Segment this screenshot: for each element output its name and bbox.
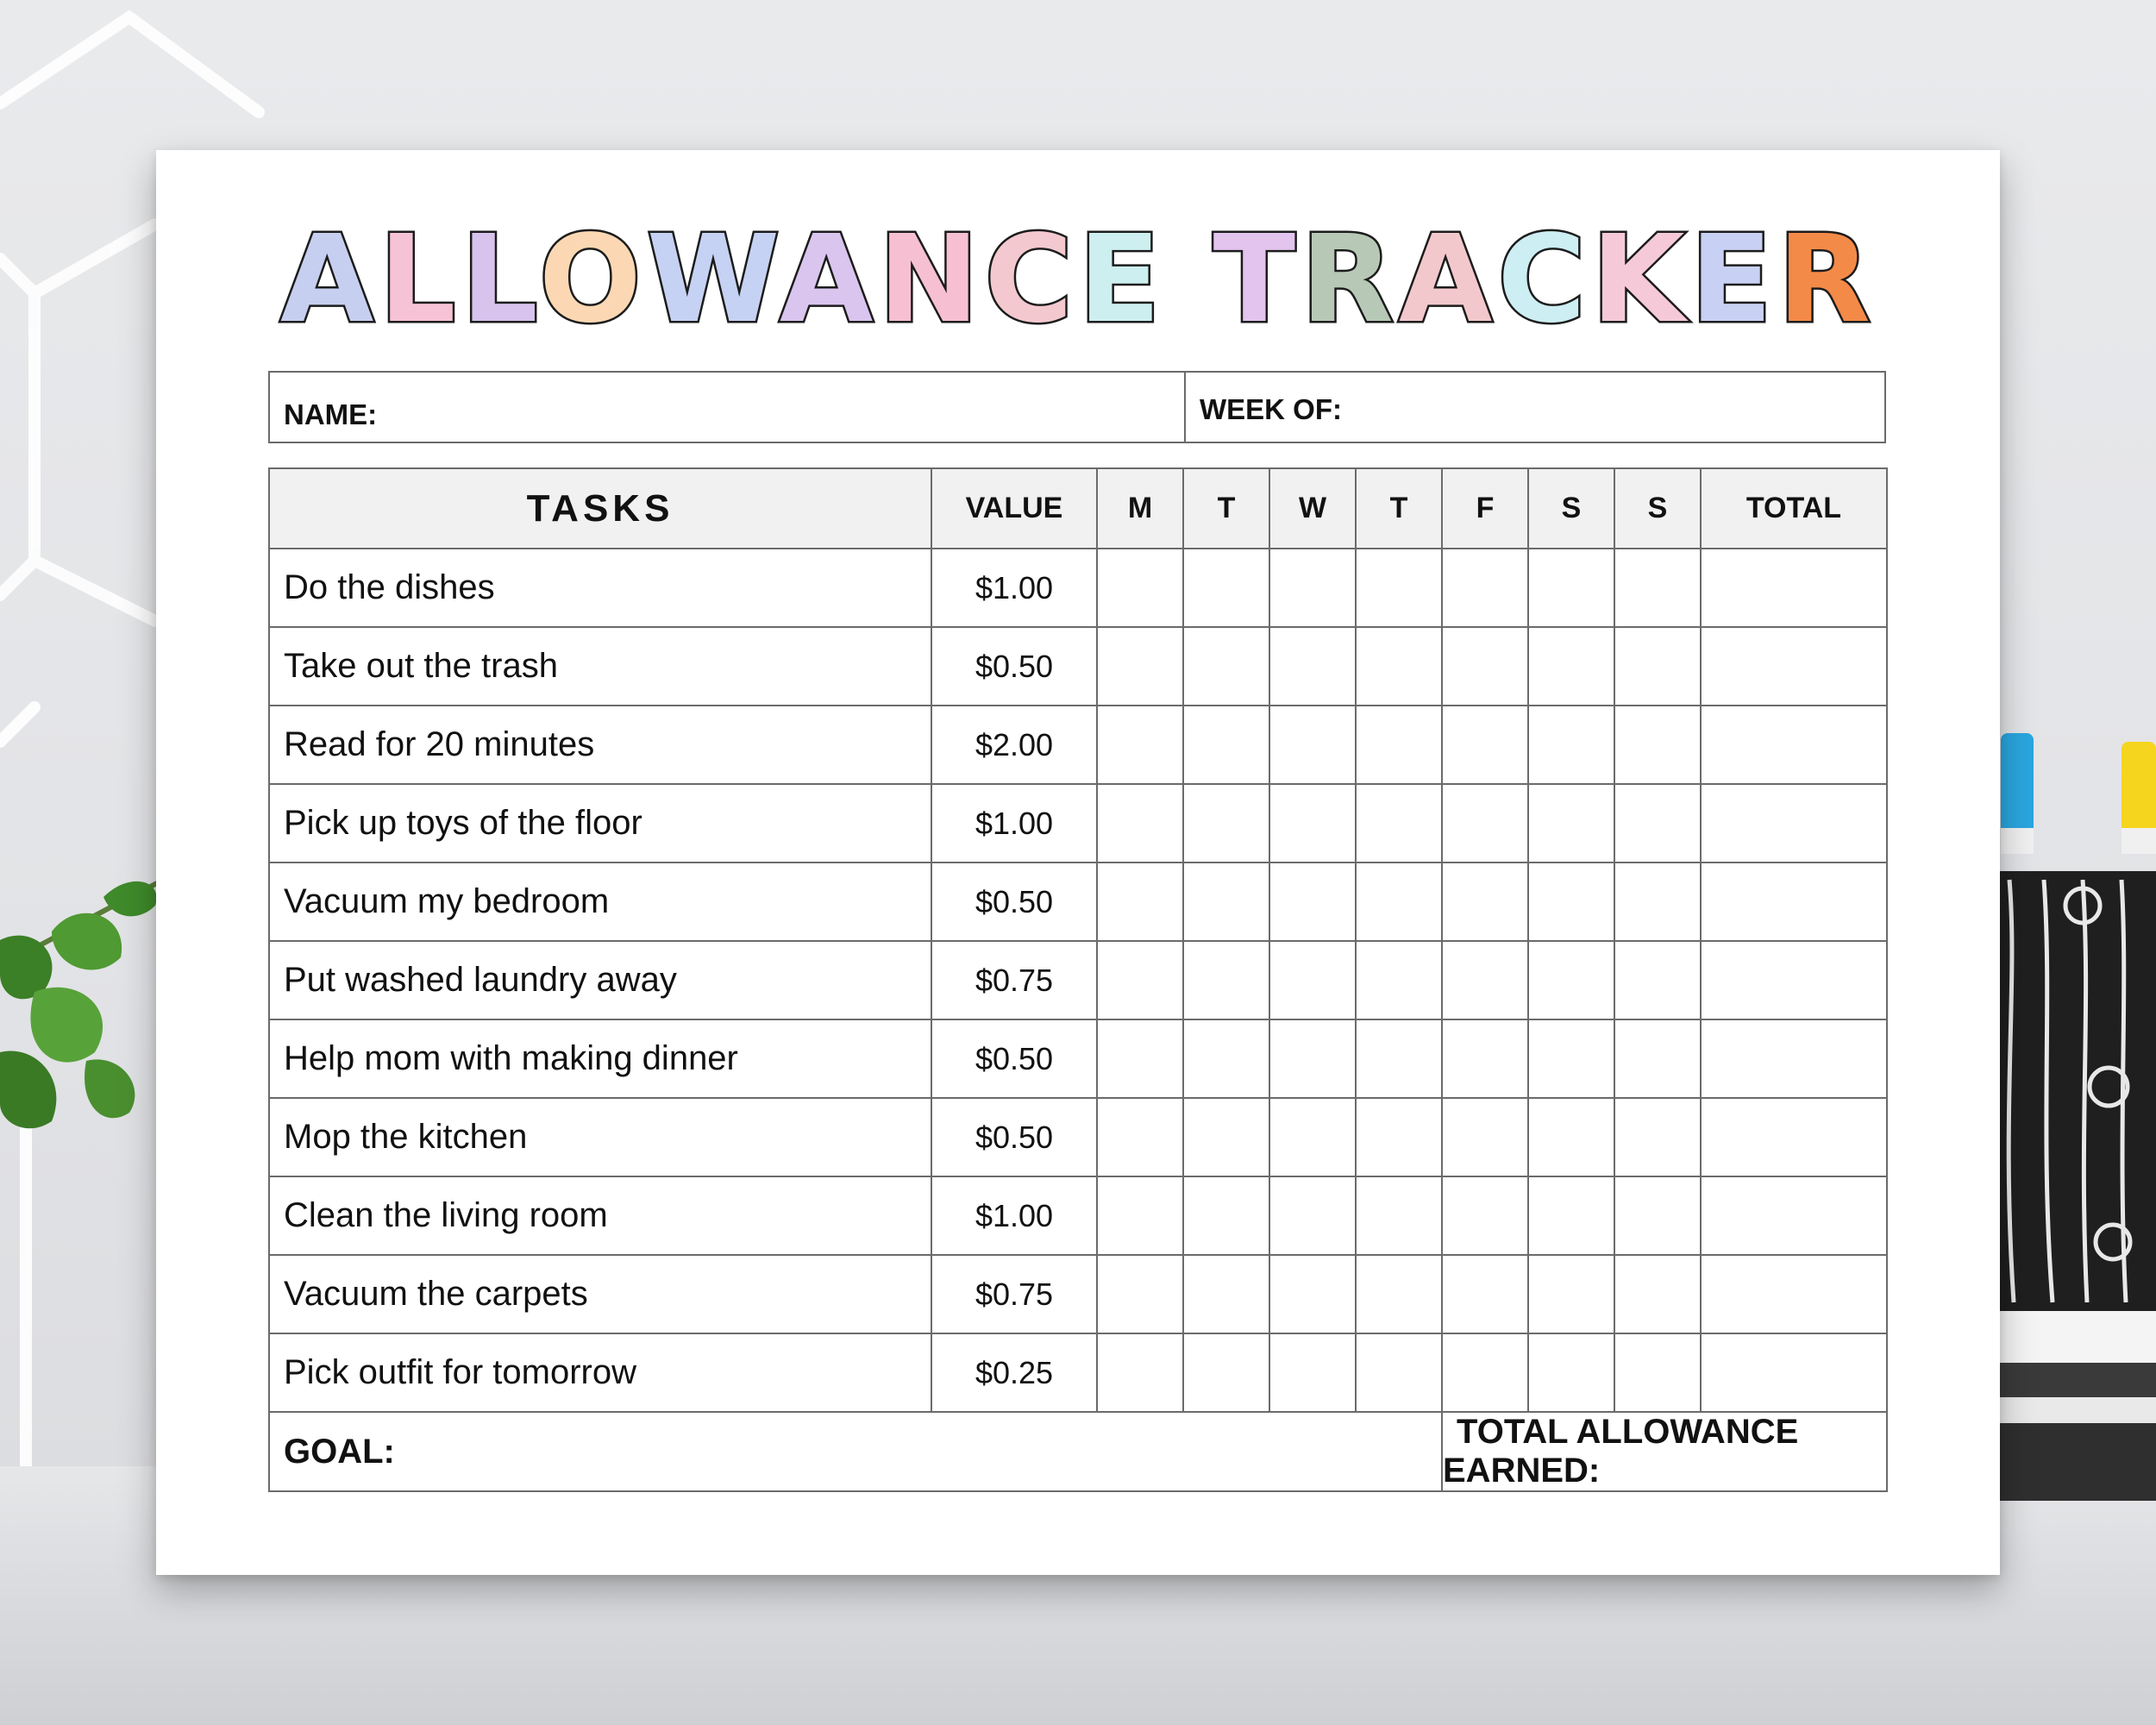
table-row <box>269 784 1887 862</box>
table-row <box>269 549 1887 627</box>
name-label: NAME: <box>284 398 378 430</box>
day-check-cell[interactable] <box>1614 941 1701 1019</box>
task-name: Pick outfit for tomorrow <box>269 1333 931 1412</box>
page-title <box>156 210 2000 340</box>
day-check-cell[interactable] <box>1183 784 1269 862</box>
table-header-row <box>269 468 1887 549</box>
day-check-cell[interactable] <box>1269 627 1356 706</box>
day-check-cell[interactable] <box>1614 862 1701 941</box>
task-name: Read for 20 minutes <box>269 706 931 784</box>
day-check-cell[interactable] <box>1183 862 1269 941</box>
day-check-cell[interactable] <box>1356 784 1442 862</box>
pen-cup-decoration <box>1992 724 2156 1535</box>
task-name: Clean the living room <box>269 1176 931 1255</box>
goal-label: GOAL: <box>284 1432 395 1471</box>
day-check-cell[interactable] <box>1614 706 1701 784</box>
day-check-cell[interactable] <box>1356 706 1442 784</box>
name-field[interactable] <box>270 373 1186 442</box>
day-header-saturday: S <box>1528 468 1614 549</box>
row-total-cell[interactable] <box>1701 784 1887 862</box>
title-text: ALLOWANCE TRACKER <box>280 210 1876 340</box>
day-check-cell[interactable] <box>1528 1176 1614 1255</box>
task-value: $0.25 <box>931 1333 1097 1412</box>
task-value: $1.00 <box>931 784 1097 862</box>
day-check-cell[interactable] <box>1528 862 1614 941</box>
day-check-cell[interactable] <box>1528 1333 1614 1412</box>
day-check-cell[interactable] <box>1614 1255 1701 1333</box>
task-value: $1.00 <box>931 1176 1097 1255</box>
day-check-cell[interactable] <box>1528 1255 1614 1333</box>
day-check-cell[interactable] <box>1442 706 1528 784</box>
day-check-cell[interactable] <box>1097 784 1183 862</box>
row-total-cell[interactable] <box>1701 1098 1887 1176</box>
task-name: Take out the trash <box>269 627 931 706</box>
day-check-cell[interactable] <box>1356 1019 1442 1098</box>
day-check-cell[interactable] <box>1097 1098 1183 1176</box>
day-header-friday: F <box>1442 468 1528 549</box>
week-of-label: WEEK OF: <box>1200 393 1342 425</box>
week-of-field[interactable] <box>1186 373 1884 442</box>
day-check-cell[interactable] <box>1356 862 1442 941</box>
day-header-monday: M <box>1097 468 1183 549</box>
day-check-cell[interactable] <box>1442 1176 1528 1255</box>
day-check-cell[interactable] <box>1614 549 1701 627</box>
day-check-cell[interactable] <box>1614 627 1701 706</box>
task-value: $2.00 <box>931 706 1097 784</box>
day-check-cell[interactable] <box>1442 1098 1528 1176</box>
goal-field[interactable] <box>269 1412 1442 1491</box>
day-check-cell[interactable] <box>1183 941 1269 1019</box>
tasks-table <box>268 467 1888 1492</box>
day-check-cell[interactable] <box>1269 1176 1356 1255</box>
day-check-cell[interactable] <box>1442 1019 1528 1098</box>
day-check-cell[interactable] <box>1356 941 1442 1019</box>
allowance-tracker-sheet <box>156 150 2000 1575</box>
task-value: $0.75 <box>931 1255 1097 1333</box>
day-header-wednesday: W <box>1269 468 1356 549</box>
day-check-cell[interactable] <box>1097 1176 1183 1255</box>
task-name: Help mom with making dinner <box>269 1019 931 1098</box>
day-check-cell[interactable] <box>1442 862 1528 941</box>
day-check-cell[interactable] <box>1097 941 1183 1019</box>
day-check-cell[interactable] <box>1356 1176 1442 1255</box>
value-header: VALUE <box>931 468 1097 549</box>
day-check-cell[interactable] <box>1183 549 1269 627</box>
day-check-cell[interactable] <box>1614 784 1701 862</box>
day-check-cell[interactable] <box>1528 706 1614 784</box>
table-row <box>269 1333 1887 1412</box>
row-total-cell[interactable] <box>1701 1176 1887 1255</box>
task-name: Vacuum my bedroom <box>269 862 931 941</box>
table-row <box>269 1098 1887 1176</box>
day-check-cell[interactable] <box>1269 862 1356 941</box>
task-value: $0.50 <box>931 627 1097 706</box>
row-total-cell[interactable] <box>1701 862 1887 941</box>
total-header: TOTAL <box>1701 468 1887 549</box>
row-total-cell[interactable] <box>1701 627 1887 706</box>
day-check-cell[interactable] <box>1269 941 1356 1019</box>
task-name: Put washed laundry away <box>269 941 931 1019</box>
day-check-cell[interactable] <box>1614 1333 1701 1412</box>
footer-row <box>269 1412 1887 1491</box>
task-value: $0.50 <box>931 1019 1097 1098</box>
day-check-cell[interactable] <box>1269 1019 1356 1098</box>
total-allowance-earned-label: TOTAL ALLOWANCE EARNED: <box>1443 1413 1799 1490</box>
day-check-cell[interactable] <box>1269 1098 1356 1176</box>
day-check-cell[interactable] <box>1269 549 1356 627</box>
task-value: $0.50 <box>931 862 1097 941</box>
day-check-cell[interactable] <box>1269 1333 1356 1412</box>
day-check-cell[interactable] <box>1183 706 1269 784</box>
day-check-cell[interactable] <box>1183 1098 1269 1176</box>
task-value: $1.00 <box>931 549 1097 627</box>
row-total-cell[interactable] <box>1701 549 1887 627</box>
day-check-cell[interactable] <box>1528 627 1614 706</box>
row-total-cell[interactable] <box>1701 1333 1887 1412</box>
day-check-cell[interactable] <box>1442 1255 1528 1333</box>
total-allowance-earned-field[interactable] <box>1442 1412 1887 1491</box>
day-check-cell[interactable] <box>1442 784 1528 862</box>
table-row <box>269 706 1887 784</box>
tasks-header: TASKS <box>269 468 931 549</box>
day-check-cell[interactable] <box>1528 549 1614 627</box>
day-check-cell[interactable] <box>1183 1019 1269 1098</box>
day-check-cell[interactable] <box>1097 1333 1183 1412</box>
day-check-cell[interactable] <box>1097 862 1183 941</box>
day-check-cell[interactable] <box>1442 1333 1528 1412</box>
day-check-cell[interactable] <box>1269 784 1356 862</box>
day-check-cell[interactable] <box>1356 549 1442 627</box>
day-check-cell[interactable] <box>1097 549 1183 627</box>
day-header-tuesday: T <box>1183 468 1269 549</box>
day-check-cell[interactable] <box>1614 1176 1701 1255</box>
day-header-sunday: S <box>1614 468 1701 549</box>
day-check-cell[interactable] <box>1614 1098 1701 1176</box>
day-check-cell[interactable] <box>1183 1333 1269 1412</box>
table-row <box>269 627 1887 706</box>
day-header-thursday: T <box>1356 468 1442 549</box>
day-check-cell[interactable] <box>1442 627 1528 706</box>
day-check-cell[interactable] <box>1183 627 1269 706</box>
row-total-cell[interactable] <box>1701 1019 1887 1098</box>
table-row <box>269 1019 1887 1098</box>
day-check-cell[interactable] <box>1097 1255 1183 1333</box>
task-name: Mop the kitchen <box>269 1098 931 1176</box>
day-check-cell[interactable] <box>1183 1176 1269 1255</box>
day-check-cell[interactable] <box>1528 1098 1614 1176</box>
row-total-cell[interactable] <box>1701 941 1887 1019</box>
day-check-cell[interactable] <box>1442 549 1528 627</box>
day-check-cell[interactable] <box>1442 941 1528 1019</box>
day-check-cell[interactable] <box>1528 941 1614 1019</box>
day-check-cell[interactable] <box>1269 1255 1356 1333</box>
day-check-cell[interactable] <box>1269 706 1356 784</box>
row-total-cell[interactable] <box>1701 1255 1887 1333</box>
task-value: $0.75 <box>931 941 1097 1019</box>
task-value: $0.50 <box>931 1098 1097 1176</box>
table-row <box>269 862 1887 941</box>
task-name: Pick up toys of the floor <box>269 784 931 862</box>
task-name: Vacuum the carpets <box>269 1255 931 1333</box>
info-box <box>268 371 1886 443</box>
table-row <box>269 1176 1887 1255</box>
table-row <box>269 1255 1887 1333</box>
day-check-cell[interactable] <box>1614 1019 1701 1098</box>
day-check-cell[interactable] <box>1356 1333 1442 1412</box>
day-check-cell[interactable] <box>1356 1255 1442 1333</box>
day-check-cell[interactable] <box>1097 627 1183 706</box>
day-check-cell[interactable] <box>1528 1019 1614 1098</box>
table-row <box>269 941 1887 1019</box>
day-check-cell[interactable] <box>1183 1255 1269 1333</box>
row-total-cell[interactable] <box>1701 706 1887 784</box>
task-name: Do the dishes <box>269 549 931 627</box>
plant-decoration <box>0 862 172 1156</box>
day-check-cell[interactable] <box>1097 706 1183 784</box>
day-check-cell[interactable] <box>1528 784 1614 862</box>
day-check-cell[interactable] <box>1356 627 1442 706</box>
day-check-cell[interactable] <box>1356 1098 1442 1176</box>
day-check-cell[interactable] <box>1097 1019 1183 1098</box>
